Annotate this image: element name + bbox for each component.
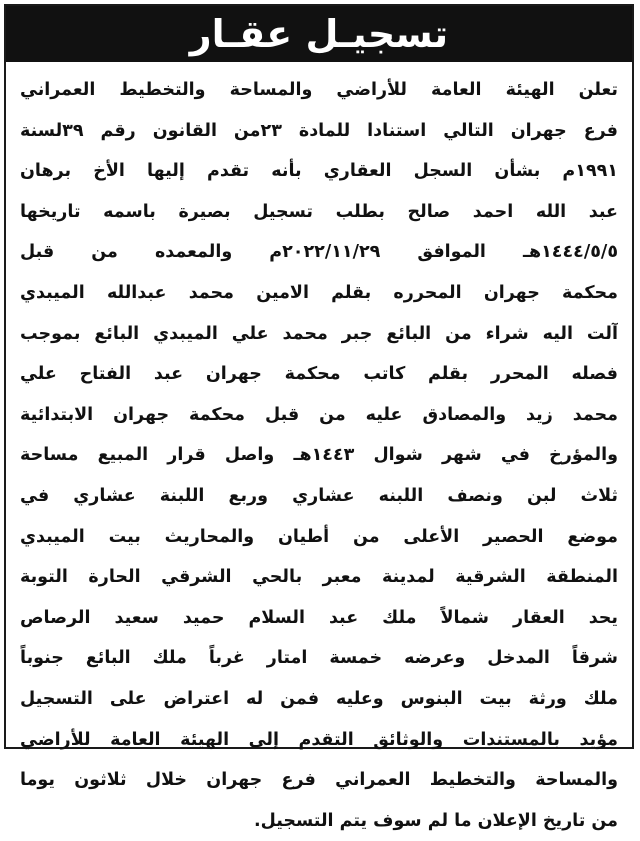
body-line: من تاريخ الإعلان ما لم سوف يتم التسجيل. [253,810,618,831]
body-line: المنطقة الشرقية لمدينة معبر بالحي الشرقي الحارة التوبة [20,567,618,588]
body-line: ملك ورثة بيت البنوس وعليه فمن له اعتراض على التسجيل [20,688,618,709]
body-line: تعلن الهيئة العامة للأراضي والمساحة والتخطيط العمراني [20,80,618,100]
body-line: آلت اليه شراء من البائع جبر محمد علي الميبدي البائع بموجب [20,323,618,344]
body-line: والمساحة والتخطيط العمراني فرع جهران خلال ثلاثون يوما [20,770,618,791]
notice-title: تسجيـل عقـار [189,12,449,56]
body-line: ثلاث لبن ونصف اللبنه عشاري وربع اللبنة عشاري في [20,485,618,506]
body-line: فصله المحرر بقلم كاتب محكمة جهران عبد الفتاح علي [20,364,618,385]
body-line: والمؤرخ في شهر شوال ١٤٤٣هـ واصل قرار المبيع مساحة [20,445,618,466]
body-line: محمد زيد والمصادق عليه من قبل محكمة جهران الابتدائية [20,404,618,425]
body-line: ١٩٩١م بشأن السجل العقاري بأنه تقدم إليها الأخ برهان [20,161,618,182]
notice-frame [4,4,634,831]
body-line: يحد العقار شمالاً ملك عبد السلام حميد سعيد الرصاص [20,607,618,628]
body-line: فرع جهران التالي استنادا للمادة ٢٣من القانون رقم ٣٩لسنة [20,120,618,141]
body-line: شرقاً المدخل وعرضه خمسة امتار غرباً ملك البائع جنوباً [20,648,618,669]
body-line: عبد الله احمد صالح بطلب تسجيل بصيرة باسمه تاريخها [20,201,618,222]
body-line: ١٤٤٤/٥/٥هـ الموافق ٢٠٢٢/١١/٢٩م والمعمده من قبل [20,242,618,263]
notice-body [20,70,618,841]
body-line: محكمة جهران المحرره بقلم الامين محمد عبدالله الميبدي [20,282,618,303]
notice-header [6,6,632,62]
body-line: مؤيد بالمستندات والوثائق التقدم إلى الهيئة العامة للأراضي [20,729,618,750]
body-line: موضع الحصير الأعلى من أطيان والمحاريث بيت الميبدي [20,526,618,547]
